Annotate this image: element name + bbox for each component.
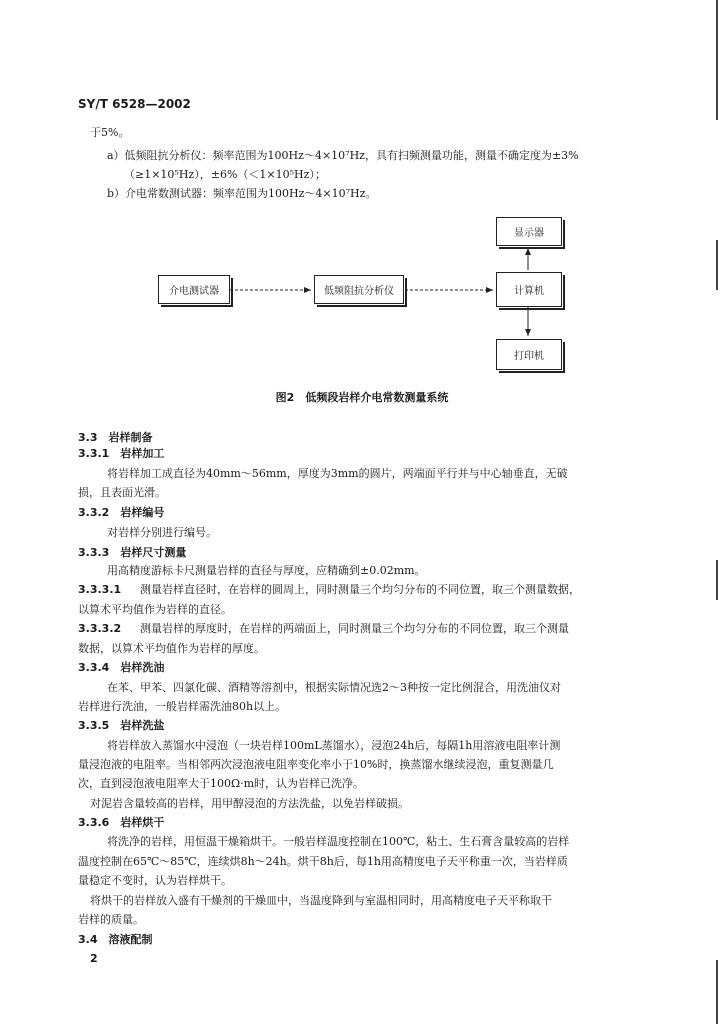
paragraph-line: 对岩样分别进行编号。	[107, 526, 217, 539]
list-item-a-cont: （≥1×10⁵Hz），±6%（＜1×10⁵Hz）；	[124, 168, 326, 181]
paragraph-line: 以算术平均值作为岩样的直径。	[78, 603, 232, 616]
diagram-box-computer	[496, 272, 562, 307]
paragraph-line: 对泥岩含量较高的岩样，用甲醇浸泡的方法洗盐，以免岩样破损。	[90, 797, 409, 810]
section-heading: 3.3.4 岩样洗油	[78, 661, 165, 674]
paragraph-line: 测量岩样的厚度时，在岩样的两端面上，同时测量三个均匀分布的不同位置，取三个测量	[140, 622, 569, 635]
section-heading: 3.3.2 岩样编号	[78, 506, 165, 519]
section-heading: 3.4 溶液配制	[78, 933, 153, 946]
section-heading: 3.3.3 岩样尺寸测量	[78, 546, 187, 559]
paragraph-line: 用高精度游标卡尺测量岩样的直径与厚度，应精确到±0.02mm。	[107, 564, 426, 577]
section-heading: 3.3 岩样制备	[78, 431, 153, 444]
paragraph-line: 量稳定不变时，认为岩样烘干。	[78, 874, 232, 887]
scan-edge-mark	[716, 0, 718, 120]
diagram-box-dielectric-tester	[158, 275, 230, 304]
box-label: 低频阻抗分析仪	[324, 286, 394, 297]
scan-edge-mark	[716, 560, 718, 600]
paragraph-line: 将岩样加工成直径为40mm～56mm，厚度为3mm的圆片，两端面平行并与中心轴垂直，无破	[107, 467, 568, 480]
box-label: 介电测试器	[169, 286, 219, 297]
section-heading: 3.3.1 岩样加工	[78, 447, 165, 460]
paragraph-line: 将洗净的岩样，用恒温干燥箱烘干。一般岩样温度控制在100℃，粘土、生石膏含量较高的岩样	[107, 835, 570, 848]
section-heading: 3.3.6 岩样烘干	[78, 816, 165, 829]
text-line: 于5%。	[90, 126, 130, 139]
scan-edge-mark	[716, 240, 718, 290]
diagram-box-display	[496, 217, 562, 246]
box-label: 显示器	[514, 228, 544, 239]
box-label: 计算机	[514, 286, 544, 297]
figure-caption: 图2 低频段岩样介电常数测量系统	[275, 391, 449, 404]
section-number: 3.3.3.1	[78, 583, 122, 596]
paragraph-line: 岩样的质量。	[78, 913, 144, 926]
paragraph-line: 测量岩样直径时，在岩样的圆周上，同时测量三个均匀分布的不同位置，取三个测量数据，	[140, 583, 580, 596]
document-header: SY/T 6528—2002	[78, 97, 191, 111]
paragraph-line: 次，直到浸泡液电阻率大于100Ω·m时，认为岩样已洗净。	[78, 777, 365, 790]
section-heading: 3.3.5 岩样洗盐	[78, 719, 165, 732]
diagram-box-impedance-analyzer	[314, 275, 404, 304]
paragraph-line: 损，且表面光滑。	[78, 486, 166, 499]
diagram-box-printer	[496, 339, 562, 370]
paragraph-line: 数据，以算术平均值作为岩样的厚度。	[78, 642, 265, 655]
paragraph-line: 温度控制在65℃～85℃，连续烘8h～24h。烘干8h后，每1h用高精度电子天平称重一次，当岩样质	[78, 855, 568, 868]
page-number: 2	[90, 952, 98, 965]
paragraph-line: 在苯、甲苯、四氯化碳、酒精等溶剂中，根据实际情况选2～3种按一定比例混合，用洗油仪对	[107, 681, 561, 694]
paragraph-line: 将岩样放入蒸馏水中浸泡（一块岩样100mL蒸馏水），浸泡24h后，每隔1h用溶液电阻率计测	[107, 739, 561, 752]
paragraph-line: 将烘干的岩样放入盛有干燥剂的干燥皿中，当温度降到与室温相同时，用高精度电子天平称取干	[90, 894, 552, 907]
paragraph-line: 量浸泡液的电阻率。当相邻两次浸泡液电阻率变化率小于10%时，换蒸馏水继续浸泡，重复测量几	[78, 758, 554, 771]
list-item-a: a）低频阻抗分析仪：频率范围为100Hz～4×10⁷Hz，具有扫频测量功能，测量不确定度为±3%	[107, 149, 579, 162]
scan-edge-mark	[716, 960, 718, 1024]
section-number: 3.3.3.2	[78, 622, 122, 635]
box-label: 打印机	[514, 351, 544, 362]
list-item-b: b）介电常数测试器：频率范围为100Hz～4×10⁷Hz。	[107, 187, 377, 200]
paragraph-line: 岩样进行洗油，一般岩样需洗油80h以上。	[78, 700, 287, 713]
